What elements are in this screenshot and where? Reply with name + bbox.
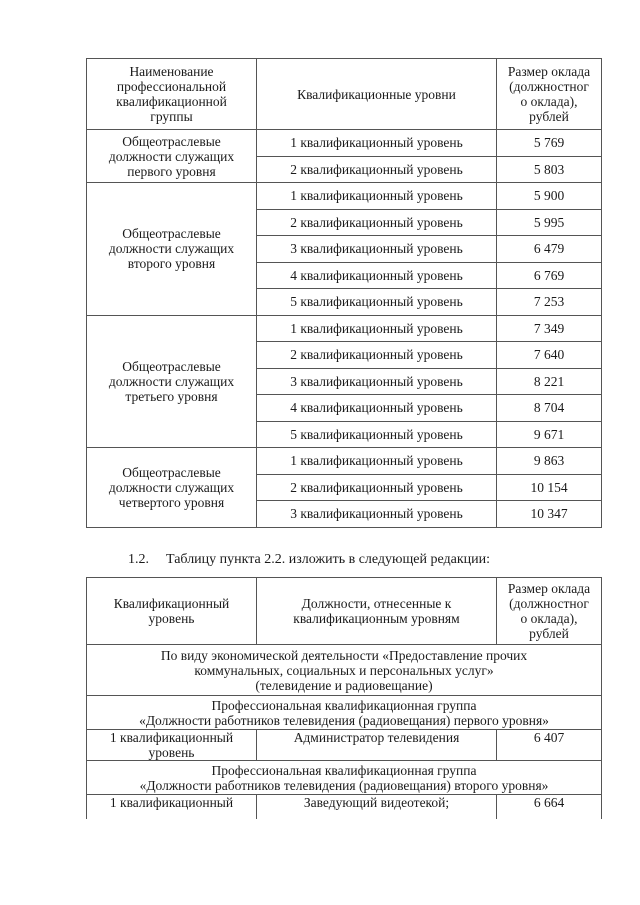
group-name-cell: Общеотраслевые должности служащих третьего уровня [87,315,257,448]
salary-cell: 5 803 [497,156,602,183]
salary-cell: 6 407 [497,730,602,761]
table-header-row [87,59,602,130]
salary-cell: 6 664 [497,795,602,820]
salary-cell: 7 253 [497,289,602,316]
salary-cell: 10 154 [497,474,602,501]
group-title-first-level: Профессиональная квалификационная группа «Должности работников телевидения (радиовещания) первого уровня» [87,696,602,730]
activity-row [87,645,602,696]
qualification-level-cell: 5 квалификационный уровень [257,289,497,316]
salary-cell: 8 221 [497,368,602,395]
group-title-row [87,696,602,730]
salary-cell: 5 769 [497,130,602,157]
qualification-level-cell: 3 квалификационный уровень [257,236,497,263]
salary-cell: 7 349 [497,315,602,342]
group-name-cell: Общеотраслевые должности служащих первого уровня [87,130,257,183]
position-cell: Администратор телевидения [257,730,497,761]
group-title-second-level: Профессиональная квалификационная группа «Должности работников телевидения (радиовещания) второго уровня» [87,761,602,795]
qualification-level-cell: 2 квалификационный уровень [257,342,497,369]
group-title-row [87,761,602,795]
qualification-level-cell: 2 квалификационный уровень [257,474,497,501]
qualification-level-cell: 3 квалификационный уровень [257,368,497,395]
position-cell: Заведующий видеотекой; [257,795,497,820]
header-salary: Размер оклада (должностног о оклада), рублей [497,578,602,645]
salary-cell: 6 769 [497,262,602,289]
table-body [87,130,602,528]
paragraph-1-2 [128,552,490,568]
qualification-level-cell: 3 квалификационный уровень [257,501,497,528]
salary-cell: 6 479 [497,236,602,263]
salary-table-television [86,577,602,819]
table-row [87,448,602,475]
salary-cell: 5 900 [497,183,602,210]
group-name-cell: Общеотраслевые должности служащих второго уровня [87,183,257,316]
activity-title: По виду экономической деятельности «Предоставление прочих коммунальных, социальных и персональных услуг» (телевидение и радиовещание) [87,645,602,696]
salary-cell: 10 347 [497,501,602,528]
header-positions: Должности, отнесенные к квалификационным уровням [257,578,497,645]
qualification-level-cell: 2 квалификационный уровень [257,209,497,236]
qualification-level-cell: 1 квалификационный [87,795,257,820]
salary-cell: 5 995 [497,209,602,236]
salary-table-general [86,58,602,528]
group-name-cell: Общеотраслевые должности служащих четвертого уровня [87,448,257,528]
salary-cell: 9 863 [497,448,602,475]
header-group-name: Наименование профессиональной квалификационной группы [87,59,257,130]
qualification-level-cell: 1 квалификационный уровень [257,183,497,210]
salary-cell: 7 640 [497,342,602,369]
paragraph-text: Таблицу пункта 2.2. изложить в следующей редакции: [166,552,491,567]
table-row [87,130,602,157]
qualification-level-cell: 4 квалификационный уровень [257,262,497,289]
table-header-row [87,578,602,645]
header-qualification-level: Квалификационный уровень [87,578,257,645]
qualification-level-cell: 2 квалификационный уровень [257,156,497,183]
salary-cell: 9 671 [497,421,602,448]
header-qualification-level: Квалификационные уровни [257,59,497,130]
qualification-level-cell: 1 квалификационный уровень [257,448,497,475]
qualification-level-cell: 5 квалификационный уровень [257,421,497,448]
table-row [87,730,602,761]
table-row [87,795,602,820]
qualification-level-cell: 4 квалификационный уровень [257,395,497,422]
salary-cell: 8 704 [497,395,602,422]
qualification-level-cell: 1 квалификационный уровень [87,730,257,761]
table-row [87,183,602,210]
qualification-level-cell: 1 квалификационный уровень [257,315,497,342]
header-salary: Размер оклада (должностног о оклада), рублей [497,59,602,130]
paragraph-number: 1.2. [128,552,149,567]
table-row [87,315,602,342]
qualification-level-cell: 1 квалификационный уровень [257,130,497,157]
